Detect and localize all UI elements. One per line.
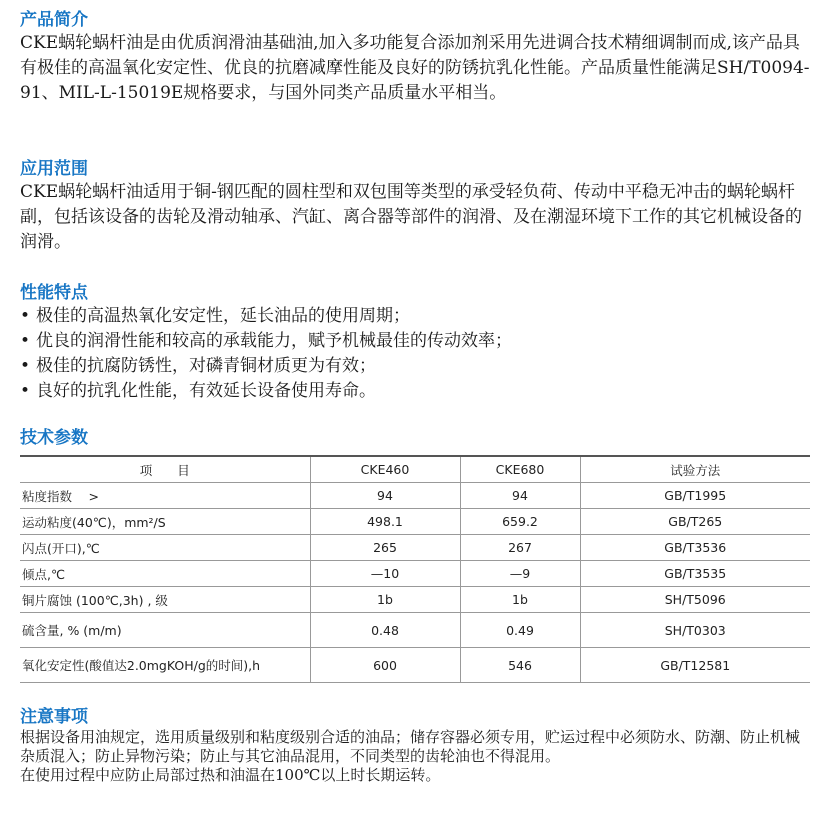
table-row: 闪点(开口),℃ 265 267 GB/T3536 <box>20 535 810 561</box>
table-row: 硫含量, % (m/m) 0.48 0.49 SH/T0303 <box>20 613 810 648</box>
intro-heading: 产品简介 <box>20 10 88 30</box>
bullet-icon: • <box>20 331 31 351</box>
table-row: 运动粘度(40℃)，mm²/S 498.1 659.2 GB/T265 <box>20 509 810 535</box>
table-row: 倾点,℃ —10 —9 GB/T3535 <box>20 561 810 587</box>
list-item: • 极佳的高温热氧化安定性，延长油品的使用周期； <box>20 304 810 329</box>
application-text: CKE蜗轮蜗杆油适用于铜-钢匹配的圆柱型和双包围等类型的承受轻负荷、传动中平稳无冲击的蜗轮蜗杆副，包括该设备的齿轮及滑动轴承、汽缸、离合器等部件的润滑、及在潮湿环境下工作的其它机械设备的润滑。 <box>20 182 802 252</box>
specs-table <box>20 455 810 683</box>
table-row: 粘度指数 > 94 94 GB/T1995 <box>20 483 810 509</box>
bullet-icon: • <box>20 306 31 326</box>
specs-heading: 技术参数 <box>20 428 88 448</box>
intro-text: CKE蜗轮蜗杆油是由优质润滑油基础油,加入多功能复合添加剂采用先进调合技术精细调制而成,该产品具有极佳的高温氧化安定性、优良的抗磨减摩性能及良好的防锈抗乳化性能。产品质量性能满足SH/T0094-91、MIL-L-15019E规格要求，与国外同类产品质量水平相当。 <box>20 33 810 103</box>
intro-section <box>20 9 810 106</box>
features-list <box>20 304 810 404</box>
list-item: • 优良的润滑性能和较高的承载能力，赋予机械最佳的传动效率； <box>20 329 810 354</box>
notes-heading: 注意事项 <box>20 707 88 727</box>
notes-text: 在使用过程中应防止局部过热和油温在100℃以上时长期运转。 <box>20 766 441 784</box>
notes-section <box>20 706 810 785</box>
column-header-item: 项 目 <box>20 456 310 483</box>
table-row: 氧化安定性(酸值达2.0mgKOH/g的时间),h 600 546 GB/T12581 <box>20 648 810 683</box>
column-header-test-method: 试验方法 <box>580 456 810 483</box>
features-section <box>20 282 810 404</box>
list-item: • 良好的抗乳化性能，有效延长设备使用寿命。 <box>20 379 810 404</box>
specs-section <box>20 427 810 683</box>
column-header-cke460: CKE460 <box>310 456 460 483</box>
table-header-row <box>20 456 810 483</box>
notes-text: 根据设备用油规定，选用质量级别和粘度级别合适的油品；储存容器必须专用，贮运过程中必须防水、防潮、防止机械杂质混入；防止异物污染；防止与其它油品混用，不同类型的齿轮油也不得混用。 <box>20 728 801 765</box>
features-heading: 性能特点 <box>20 283 88 303</box>
application-section <box>20 158 810 255</box>
bullet-icon: • <box>20 381 31 401</box>
application-heading: 应用范围 <box>20 159 88 179</box>
bullet-icon: • <box>20 356 31 376</box>
column-header-cke680: CKE680 <box>460 456 580 483</box>
table-row: 铜片腐蚀 (100℃,3h) , 级 1b 1b SH/T5096 <box>20 587 810 613</box>
list-item: • 极佳的抗腐防锈性，对磷青铜材质更为有效； <box>20 354 810 379</box>
